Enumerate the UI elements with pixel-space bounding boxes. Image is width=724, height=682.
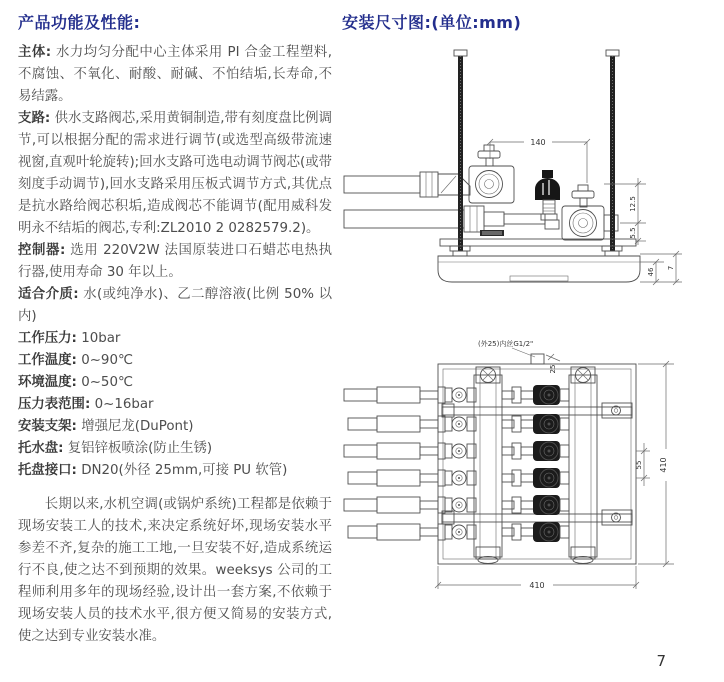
dim-label-140: 140 (530, 138, 546, 147)
dimensions-column (342, 10, 724, 660)
dim-label-5-5: 5.5 (629, 227, 637, 239)
paragraph-text: 水力均匀分配中心主体采用 PI 合金工程塑料,不腐蚀、不氧化、耐酸、耐碱、不怕结垢,长寿命,不易结露。 (18, 45, 333, 104)
spec-label: 压力表范围: (18, 397, 91, 412)
spec-value: 0~16bar (94, 397, 154, 412)
dim-label-410-right: 410 (659, 457, 668, 473)
paragraph-label: 控制器: (18, 243, 66, 258)
dim-label-7: 7 (667, 265, 675, 271)
features-title: 产品功能及性能: (18, 13, 141, 32)
paragraph-label: 支路: (18, 111, 51, 126)
spec-ambient-temp (18, 372, 332, 394)
features-column (18, 10, 332, 648)
spec-label: 托水盘: (18, 441, 64, 456)
dim-overall-width (435, 566, 639, 590)
drip-tray-side (438, 239, 640, 282)
hanger-rods (454, 50, 619, 251)
dim-label-46: 46 (647, 267, 655, 277)
page-number: 7 (656, 652, 666, 670)
air-vent (535, 170, 560, 229)
branch-row-4 (348, 468, 569, 488)
paragraph-branch (18, 108, 332, 240)
spec-label: 安装支架: (18, 419, 77, 434)
supply-valve (469, 145, 514, 203)
dim-valve-spacing (487, 136, 590, 183)
paragraph-text: 供水支路阀芯,采用黄铜制造,带有刻度盘比例调节,可以根据分配的需求进行调节(或选型高级带流速视窗,直观叶轮旋转);回水支路可选电动调节阀芯(或带刻度手动调节),回水支路采用压板式调节方式,其优点是抗水路给阀芯积垢,造成阀芯不能调节(配用威科发明永不结垢的阀芯,专利:ZL2010 2 0282579.2)。 (18, 111, 332, 236)
dim-label-55: 55 (635, 460, 643, 470)
spec-label: 工作温度: (18, 353, 77, 368)
spec-gauge-range (18, 394, 332, 416)
dimensions-title: 安装尺寸图:(单位:mm) (342, 13, 522, 32)
spec-drip-tray (18, 438, 332, 460)
paragraph-text: 水(或纯净水)、乙二醇溶液(比例 50% 以内) (18, 287, 332, 324)
paragraph-body (18, 42, 332, 108)
return-valve (562, 185, 618, 240)
branch-row-3 (344, 441, 569, 461)
branch-rows (344, 385, 569, 542)
paragraph-label: 主体: (18, 45, 52, 60)
spec-value: 复铝锌板喷涂(防止生锈) (67, 441, 213, 456)
spec-value: DN20(外径 25mm,可接 PU 软管) (81, 463, 288, 478)
branch-row-6 (348, 522, 569, 542)
branch-row-5 (344, 495, 569, 515)
dim-label-410-bottom: 410 (529, 581, 545, 590)
branch-row-2 (348, 414, 569, 434)
port-label: (外25)内丝G1/2" (478, 340, 534, 348)
branch-row-1 (344, 385, 569, 405)
spec-value: 增强尼龙(DuPont) (81, 419, 194, 434)
side-view-drawing (342, 47, 724, 307)
spec-value: 0~50℃ (81, 375, 134, 390)
spec-label: 托盘接口: (18, 463, 77, 478)
dim-overall-height (638, 361, 674, 567)
nameplate-strip (480, 230, 504, 236)
closing-paragraph: 长期以来,水机空调(或锅炉系统)工程都是依赖于现场安装工人的技术,来决定系统好坏,现场安装水平参差不齐,复杂的施工工地,一旦安装不好,造成系统运行不良,使之达不到预期的效果。weeksys 公司的工程师利用多年的现场经验,设计出一套方案,不依赖于现场安装人员的技术水平,很方便又简易的安装方式,使之达到专业安装水准。 (18, 497, 332, 644)
paragraph-media (18, 284, 332, 328)
spec-working-pressure (18, 328, 332, 350)
paragraph-controller (18, 240, 332, 284)
side-supply-pipes (344, 172, 545, 232)
spec-label: 环境温度: (18, 375, 77, 390)
spec-value: 0~90℃ (81, 353, 134, 368)
dim-label-stub: 25 (549, 364, 557, 374)
spec-value: 10bar (81, 331, 121, 346)
plan-view-drawing (342, 317, 724, 627)
spec-bracket (18, 416, 332, 438)
spec-working-temp (18, 350, 332, 372)
paragraph-text: 选用 220V2W 法国原装进口石蜡芯电热执行器,使用寿命 30 年以上。 (18, 243, 332, 280)
dim-tray (640, 251, 682, 285)
spec-label: 工作压力: (18, 331, 77, 346)
dim-label-12-5: 12.5 (629, 196, 637, 212)
paragraph-label: 适合介质: (18, 287, 79, 302)
dim-branch-pitch (635, 443, 650, 486)
spec-tray-port (18, 460, 332, 482)
